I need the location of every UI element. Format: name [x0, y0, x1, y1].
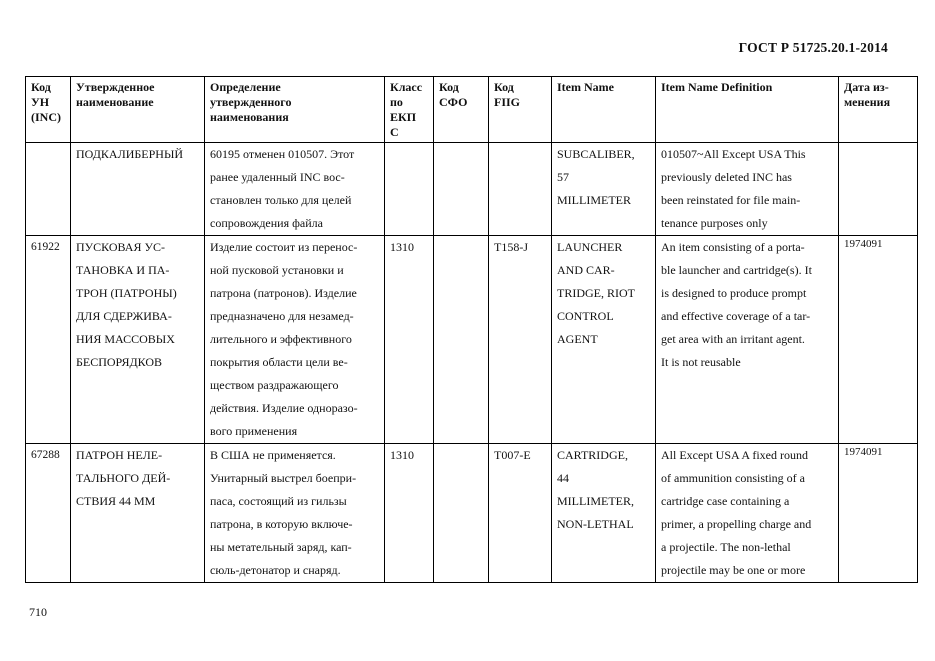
- cell-line: сюль-детонатор и снаряд.: [210, 563, 341, 577]
- cell-line: действия. Изделие одноразо-: [210, 401, 358, 415]
- cell-line: ществом раздражающего: [210, 378, 339, 392]
- column-header-definition: [205, 77, 385, 143]
- table-row: [26, 444, 918, 583]
- class-cell: [385, 143, 434, 236]
- cell-line: AGENT: [557, 332, 598, 346]
- cell-line: T158-J: [494, 240, 528, 254]
- cell-line: tenance purposes only: [661, 216, 768, 230]
- definition-cell: [205, 444, 385, 583]
- cell-line: [439, 444, 483, 467]
- cell-line: [31, 143, 65, 166]
- cell-line: [390, 143, 428, 166]
- cell-line: Унитарный выстрел боепри-: [210, 471, 357, 485]
- change-date-cell: [839, 236, 918, 444]
- cell-line: projectile may be one or more: [661, 563, 806, 577]
- cell-line: Изделие состоит из перенос-: [210, 240, 358, 254]
- cell-line: primer, a propelling charge and: [661, 517, 812, 531]
- class-cell: [385, 444, 434, 583]
- sfo-code-cell: [434, 444, 489, 583]
- cell-line: сопровождения файла: [210, 216, 323, 230]
- cell-line: previously deleted INC has: [661, 170, 792, 184]
- column-header-item-name-definition: [656, 77, 839, 143]
- column-header-line: Код: [439, 80, 459, 94]
- cell-line: An item consisting of a porta-: [661, 240, 805, 254]
- cell-line: ПОДКАЛИБЕРНЫЙ: [76, 147, 184, 161]
- table-header-row: [26, 77, 918, 143]
- cell-line: предназначено для незамед-: [210, 309, 354, 323]
- item-name-definition-cell: [656, 143, 839, 236]
- column-header-line: Утвержденное: [76, 80, 155, 94]
- column-header-line: Item Name Definition: [661, 80, 773, 94]
- cell-line: ТАНОВКА И ПА-: [76, 263, 170, 277]
- cell-line: лительного и эффективного: [210, 332, 352, 346]
- cell-line: 57: [557, 170, 569, 184]
- cell-line: All Except USA A fixed round: [661, 448, 808, 462]
- cell-line: паса, состоящий из гильзы: [210, 494, 347, 508]
- cell-line: [439, 236, 483, 259]
- cell-line: AND CAR-: [557, 263, 615, 277]
- column-header-line: наименования: [210, 110, 289, 124]
- column-header-line: утвержденного: [210, 95, 292, 109]
- cell-line: MILLIMETER: [557, 193, 631, 207]
- cell-line: ble launcher and cartridge(s). It: [661, 263, 812, 277]
- cell-line: 44: [557, 471, 569, 485]
- cell-line: ДЛЯ СДЕРЖИВА-: [76, 309, 172, 323]
- fiig-code-cell: [489, 444, 552, 583]
- definition-cell: [205, 143, 385, 236]
- cell-line: В США не применяется.: [210, 448, 336, 462]
- item-name-definition-cell: [656, 444, 839, 583]
- cell-line: been reinstated for file main-: [661, 193, 801, 207]
- sfo-code-cell: [434, 143, 489, 236]
- column-header-line: СФО: [439, 95, 468, 109]
- cell-line: 1310: [390, 240, 414, 254]
- table-row: [26, 143, 918, 236]
- cell-line: покрытия области цели ве-: [210, 355, 348, 369]
- item-name-cell: [552, 444, 656, 583]
- cell-line: 010507~All Except USA This: [661, 147, 806, 161]
- sfo-code-cell: [434, 236, 489, 444]
- cell-line: НИЯ МАССОВЫХ: [76, 332, 175, 346]
- cell-line: ной пусковой установки и: [210, 263, 344, 277]
- cell-line: SUBCALIBER,: [557, 147, 635, 161]
- cell-line: БЕСПОРЯДКОВ: [76, 355, 163, 369]
- approved-name-cell: [71, 143, 205, 236]
- fiig-code-cell: [489, 143, 552, 236]
- column-header-line: УН: [31, 95, 50, 109]
- cell-line: 60195 отменен 010507. Этот: [210, 147, 355, 161]
- cell-line: ТРОН (ПАТРОНЫ): [76, 286, 177, 300]
- standard-designation: ГОСТ Р 51725.20.1-2014: [738, 40, 888, 55]
- cell-line: TRIDGE, RIOT: [557, 286, 635, 300]
- cell-line: [844, 144, 912, 158]
- cell-line: T007-E: [494, 448, 531, 462]
- item-name-cell: [552, 143, 656, 236]
- definition-cell: [205, 236, 385, 444]
- cell-line: патрона (патронов). Изделие: [210, 286, 357, 300]
- cell-line: ТАЛЬНОГО ДЕЙ-: [76, 471, 171, 485]
- cell-line: ПАТРОН НЕЛЕ-: [76, 448, 163, 462]
- cell-line: of ammunition consisting of a: [661, 471, 805, 485]
- cell-line: становлен только для целей: [210, 193, 352, 207]
- cell-line: 1974091: [844, 238, 883, 250]
- column-header-line: Item Name: [557, 80, 614, 94]
- class-cell: [385, 236, 434, 444]
- column-header-line: (INC): [31, 110, 61, 124]
- cell-line: 1974091: [844, 446, 883, 458]
- cell-line: ранее удаленный INC вос-: [210, 170, 345, 184]
- cell-line: cartridge case containing a: [661, 494, 790, 508]
- inc-code-cell: [26, 236, 71, 444]
- column-header-line: Код: [494, 80, 514, 94]
- column-header-line: С: [390, 125, 399, 139]
- cell-line: [494, 143, 546, 166]
- cell-line: вого применения: [210, 424, 298, 438]
- change-date-cell: [839, 444, 918, 583]
- cell-line: СТВИЯ 44 ММ: [76, 494, 156, 508]
- cell-line: ны метательный заряд, кап-: [210, 540, 352, 554]
- table-row: [26, 236, 918, 444]
- cell-line: and effective coverage of a tar-: [661, 309, 811, 323]
- fiig-code-cell: [489, 236, 552, 444]
- column-header-line: ЕКП: [390, 110, 417, 124]
- column-header-line: Дата из-: [844, 80, 889, 94]
- cell-line: патрона, в которую включе-: [210, 517, 353, 531]
- column-header-inc: [26, 77, 71, 143]
- cell-line: [439, 143, 483, 166]
- cell-line: 61922: [31, 241, 60, 253]
- cell-line: a projectile. The non-lethal: [661, 540, 791, 554]
- column-header-line: менения: [844, 95, 891, 109]
- cell-line: CARTRIDGE,: [557, 448, 628, 462]
- column-header-sfo: [434, 77, 489, 143]
- cell-line: It is not reusable: [661, 355, 741, 369]
- column-header-change-date: [839, 77, 918, 143]
- cell-line: get area with an irritant agent.: [661, 332, 805, 346]
- cell-line: 67288: [31, 449, 60, 461]
- approved-name-cell: [71, 444, 205, 583]
- inc-code-cell: [26, 143, 71, 236]
- table-body: [26, 143, 918, 583]
- column-header-line: наименование: [76, 95, 154, 109]
- item-name-definition-cell: [656, 236, 839, 444]
- inc-table: [25, 76, 918, 583]
- column-header-approved-name: [71, 77, 205, 143]
- column-header-line: Код: [31, 80, 51, 94]
- column-header-class: [385, 77, 434, 143]
- approved-name-cell: [71, 236, 205, 444]
- cell-line: is designed to produce prompt: [661, 286, 807, 300]
- cell-line: CONTROL: [557, 309, 614, 323]
- change-date-cell: [839, 143, 918, 236]
- item-name-cell: [552, 236, 656, 444]
- cell-line: LAUNCHER: [557, 240, 623, 254]
- page-number: 710: [29, 605, 47, 619]
- column-header-line: Определение: [210, 80, 281, 94]
- cell-line: MILLIMETER,: [557, 494, 634, 508]
- column-header-line: FIIG: [494, 95, 521, 109]
- cell-line: NON-LETHAL: [557, 517, 634, 531]
- column-header-line: Класс: [390, 80, 423, 94]
- cell-line: 1310: [390, 448, 414, 462]
- inc-code-cell: [26, 444, 71, 583]
- column-header-line: по: [390, 95, 403, 109]
- column-header-item-name: [552, 77, 656, 143]
- cell-line: ПУСКОВАЯ УС-: [76, 240, 165, 254]
- column-header-fiig: [489, 77, 552, 143]
